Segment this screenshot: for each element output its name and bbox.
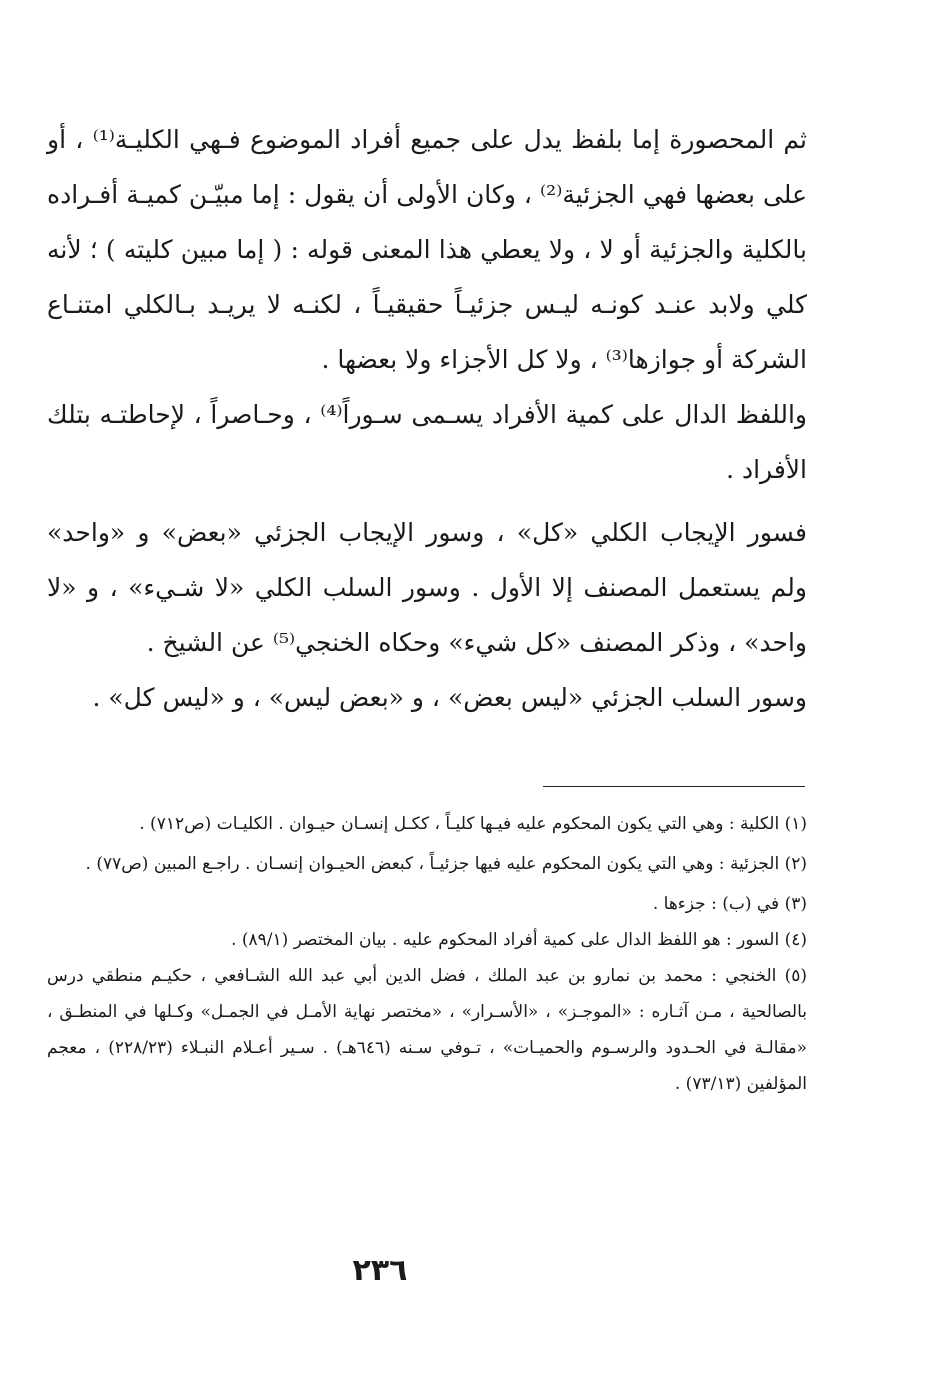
footnote-1: (١) الكلية : وهي التي يكون المحكوم عليه فيـها كليـاً ، ككـل إنسـان حيـوان . الكليـات (ص٧١٢) .	[139, 814, 807, 834]
page-number: ٢٣٦	[352, 1253, 408, 1288]
footnote-5: (٥) الخنجي : محمد بن نمارو بن عبد الملك ، فضل الدين أبي عبد الله الشـافعي ، حكيـم منطقي درس بالصالحية ، مـن آثـاره : «الموجـز» ، «الأسـرار» ، «مختصر نهاية الأمـل في الجمـل» وكـلها في المنطـق ، «مقالـة في الحـدود والرسـوم والحميـات» ، تـوفي سـنه (٦٤٦هـ) . سـير أعـلام النبـلاء (٢٢٨/٢٣) ، معجم المؤلفين (٧٣/١٣) .	[47, 966, 807, 1094]
footnote-divider	[543, 786, 805, 787]
paragraph-2: واللفظ الدال على كمية الأفراد يسـمى سـوراً⁽⁴⁾ ، وحـاصراً ، لإحاطتـه بتلك الأفراد .	[47, 400, 807, 484]
main-text	[47, 112, 807, 725]
footnote-3: (٣) في (ب) : جزءها .	[652, 894, 807, 914]
paragraph-4: وسور السلب الجزئي «ليس بعض» ، و «بعض ليس» ، و «ليس كل» .	[92, 683, 807, 712]
footnotes	[47, 806, 807, 1102]
paragraph-1: ثم المحصورة إما بلفظ يدل على جميع أفراد الموضوع فـهي الكليـة⁽¹⁾ ، أو على بعضها فهي الجزئية⁽²⁾ ، وكان الأولى أن يقول : إما مبيّـن كميـة أفـراده بالكلية والجزئية أو لا ، ولا يعطي هذا المعنى قوله : ( إما مبين كليته ) ؛ لأنه كلي ولابد عنـد كونـه ليـس جزئيـاً حقيقيـاً ، لكنـه لا يريـد بـالكلي امتنـاع الشركة أو جوازها⁽³⁾ ، ولا كل الأجزاء ولا بعضها .	[47, 125, 807, 374]
footnote-2: (٢) الجزئية : وهي التي يكون المحكوم عليه فيها جزئيـاً ، كبعض الحيـوان إنسـان . راجـع المبين (ص٧٧) .	[85, 854, 807, 874]
paragraph-3: فسور الإيجاب الكلي «كل» ، وسور الإيجاب الجزئي «بعض» و «واحد» ولم يستعمل المصنف إلا الأول . وسور السلب الكلي «لا شـيء» ، و «لا واحد» ، وذكر المصنف «كل شيء» وحكاه الخنجي⁽⁵⁾ عن الشيخ .	[47, 518, 807, 657]
footnote-4: (٤) السور : هو اللفظ الدال على كمية أفراد المحكوم عليه . بيان المختصر (٨٩/١) .	[231, 930, 807, 950]
